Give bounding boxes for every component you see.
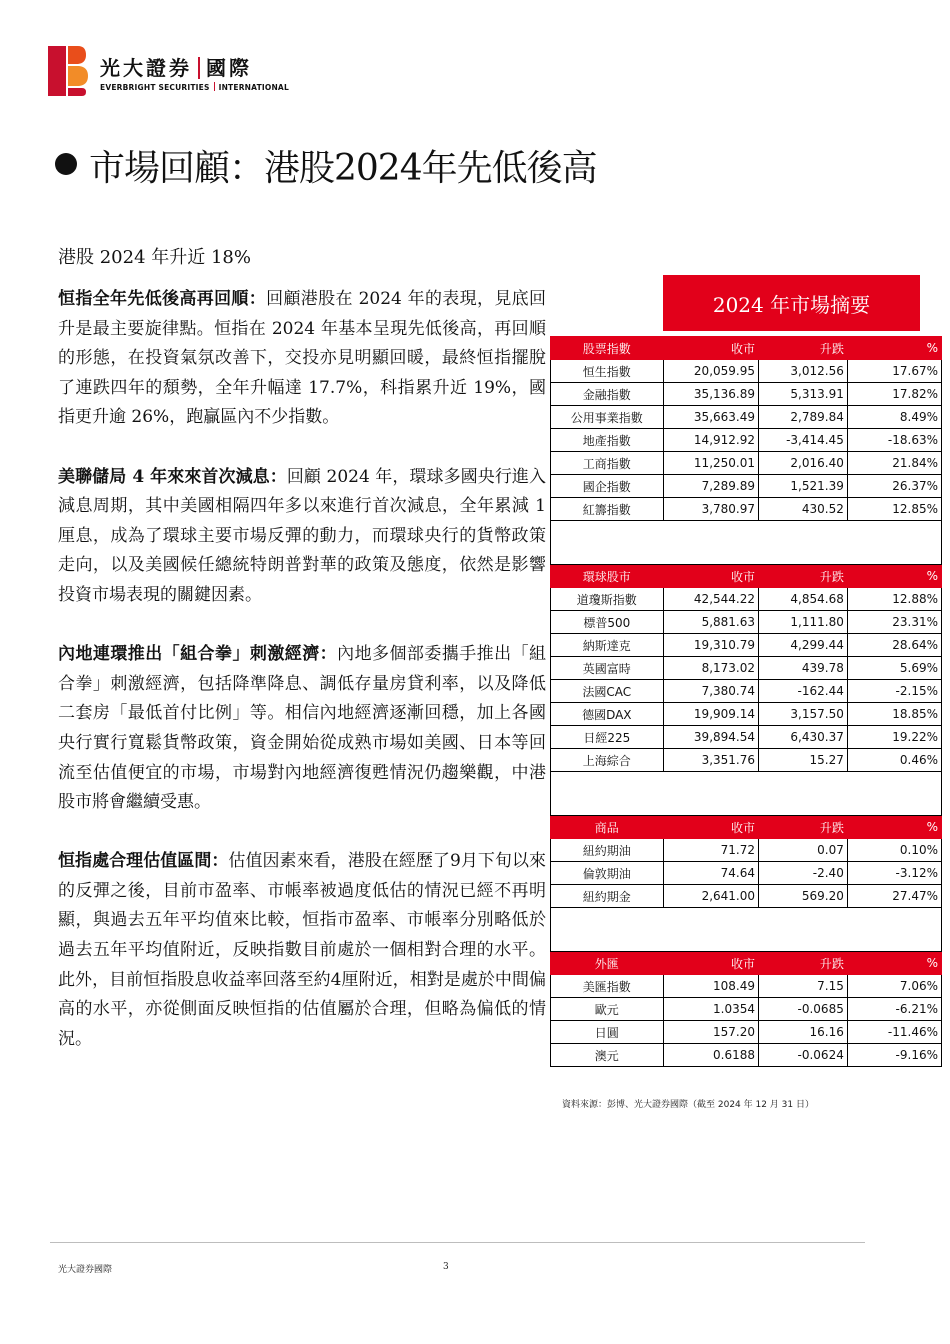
table-cell: -3,414.45: [759, 429, 848, 452]
table-row: [551, 998, 942, 1021]
bullet-icon: [55, 153, 77, 175]
table-cell: 27.47%: [847, 885, 941, 908]
table-header-cell: 股票指數: [551, 337, 664, 360]
table-cell: 0.46%: [847, 749, 941, 772]
table-row: [551, 703, 942, 726]
table-row: [551, 634, 942, 657]
table-cell: 澳元: [551, 1044, 664, 1067]
table-cell: -3.12%: [847, 862, 941, 885]
table-header-cell: 收市: [663, 565, 758, 588]
table-cell: 美匯指數: [551, 975, 664, 998]
paragraph: [58, 847, 546, 1054]
table-row: [551, 360, 942, 383]
table-row: [551, 839, 942, 862]
table-cell: 紐約期金: [551, 885, 664, 908]
table-cell: 倫敦期油: [551, 862, 664, 885]
table-cell: 7,289.89: [663, 475, 758, 498]
table-row: [551, 862, 942, 885]
table-cell: 4,299.44: [759, 634, 848, 657]
paragraph-text: 內地多個部委攜手推出「組合拳」刺激經濟，包括降準降息、調低存量房貸利率，以及降低二套房「最低首付比例」等。相信內地經濟逐漸回穩，加上各國央行實行寬鬆貨幣政策，資金開始從成熟市場如美國、日本等回流至估值便宜的市場，市場對內地經濟復甦情況仍趨樂觀，中港股市將會繼續受惠。: [58, 644, 547, 813]
table-row: [551, 429, 942, 452]
table-cell: 19,909.14: [663, 703, 758, 726]
table-header-cell: %: [847, 337, 941, 360]
table-spacer-row: [551, 772, 942, 816]
table-cell: 3,780.97: [663, 498, 758, 521]
table-cell: 17.82%: [847, 383, 941, 406]
logo-chinese-text: 光大證券 國際: [100, 56, 252, 80]
table-cell: 430.52: [759, 498, 848, 521]
body-text: [58, 285, 546, 1054]
table-cell: 2,016.40: [759, 452, 848, 475]
table-cell: 74.64: [663, 862, 758, 885]
table-cell: 28.64%: [847, 634, 941, 657]
paragraph-text: 估值因素來看，港股在經歷了9月下旬以來的反彈之後，目前市盈率、市帳率被過度低估的情況已經不再明顯，與過去五年平均值來比較，恒指市盈率、市帳率分別略低於過去五年平均值附近，反映指數目前處於一個相對合理的水平。此外，目前恒指股息收益率回落至約4厘附近，相對是處於中間偏高的水平，亦從側面反映恒指的估值屬於合理，但略為偏低的情況。: [58, 851, 546, 1049]
table-cell: -18.63%: [847, 429, 941, 452]
paragraph-text: 回顧 2024 年，環球多國央行進入減息周期，其中美國相隔四年多以來進行首次減息，全年累減 1 厘息，成為了環球主要市場反彈的動力，而環球央行的貨幣政策走向，以及美國候任總統特朗普對華的政策及態度，依然是影響投資市場表現的關鍵因素。: [58, 466, 546, 605]
table-cell: 19,310.79: [663, 634, 758, 657]
table-cell: 歐元: [551, 998, 664, 1021]
table-header-cell: %: [847, 952, 941, 975]
table-cell: 7.15: [759, 975, 848, 998]
table-cell: 21.84%: [847, 452, 941, 475]
paragraph-text: 回顧港股在 2024 年的表現，見底回升是最主要旋律點。恒指在 2024 年基本呈現先低後高，再回順的形態，在投資氣氛改善下，交投亦見明顯回暖，最終恒指擺脫了連跌四年的頹勢，全年升幅達 17.7%，科指累升近 19%，國指更升逾 26%，跑贏區內不少指數。: [58, 289, 546, 428]
table-header-cell: 升跌: [759, 565, 848, 588]
table-cell: 3,012.56: [759, 360, 848, 383]
table-cell: 0.07: [759, 839, 848, 862]
table-spacer-cell: [551, 908, 942, 952]
table-cell: 35,136.89: [663, 383, 758, 406]
table-cell: -9.16%: [847, 1044, 941, 1067]
table-header-cell: %: [847, 816, 941, 839]
table-cell: 3,157.50: [759, 703, 848, 726]
table-cell: 地產指數: [551, 429, 664, 452]
table-cell: 7.06%: [847, 975, 941, 998]
table-cell: -162.44: [759, 680, 848, 703]
table-cell: 國企指數: [551, 475, 664, 498]
table-cell: -0.0624: [759, 1044, 848, 1067]
table-cell: 道瓊斯指數: [551, 588, 664, 611]
paragraph: [58, 463, 546, 611]
table-row: [551, 1044, 942, 1067]
table-cell: 23.31%: [847, 611, 941, 634]
table-cell: 8.49%: [847, 406, 941, 429]
table-cell: 恒生指數: [551, 360, 664, 383]
table-cell: 工商指數: [551, 452, 664, 475]
footer-company: 光大證券國際: [58, 1265, 113, 1275]
table-cell: 14,912.92: [663, 429, 758, 452]
table-row: [551, 726, 942, 749]
paragraph-heading: 恒指處合理估值區間：: [58, 851, 229, 872]
table-row: [551, 498, 942, 521]
table-cell: 4,854.68: [759, 588, 848, 611]
table-cell: 英國富時: [551, 657, 664, 680]
table-cell: 金融指數: [551, 383, 664, 406]
table-row: [551, 885, 942, 908]
table-cell: 2,641.00: [663, 885, 758, 908]
table-header-cell: 收市: [663, 337, 758, 360]
table-header-cell: 商品: [551, 816, 664, 839]
table-cell: 0.10%: [847, 839, 941, 862]
table-header-cell: 外匯: [551, 952, 664, 975]
table-header-cell: 收市: [663, 816, 758, 839]
table-cell: 標普500: [551, 611, 664, 634]
table-cell: 1,111.80: [759, 611, 848, 634]
table-cell: 12.88%: [847, 588, 941, 611]
table-header-cell: 環球股市: [551, 565, 664, 588]
paragraph: [58, 640, 546, 818]
market-summary-table: [550, 336, 942, 1067]
table-cell: 439.78: [759, 657, 848, 680]
table-cell: 2,789.84: [759, 406, 848, 429]
table-row: [551, 975, 942, 998]
table-header-cell: 收市: [663, 952, 758, 975]
table-header-cell: 升跌: [759, 952, 848, 975]
table-cell: 19.22%: [847, 726, 941, 749]
table-header-row: [551, 952, 942, 975]
table-cell: 1,521.39: [759, 475, 848, 498]
table-cell: 1.0354: [663, 998, 758, 1021]
table-cell: -2.15%: [847, 680, 941, 703]
table-cell: 納斯達克: [551, 634, 664, 657]
table-cell: 20,059.95: [663, 360, 758, 383]
table-cell: 42,544.22: [663, 588, 758, 611]
table-cell: 5,313.91: [759, 383, 848, 406]
table-cell: -2.40: [759, 862, 848, 885]
footer-divider: [50, 1242, 865, 1243]
table-source-note: 資料來源：彭博、光大證券國際（截至 2024 年 12 月 31 日）: [562, 1100, 814, 1110]
table-cell: 3,351.76: [663, 749, 758, 772]
table-row: [551, 1021, 942, 1044]
company-logo: [48, 46, 348, 96]
table-row: [551, 406, 942, 429]
table-cell: 157.20: [663, 1021, 758, 1044]
table-cell: 15.27: [759, 749, 848, 772]
table-cell: 8,173.02: [663, 657, 758, 680]
table-cell: 紅籌指數: [551, 498, 664, 521]
table-cell: 日經225: [551, 726, 664, 749]
table-row: [551, 680, 942, 703]
table-header-row: [551, 337, 942, 360]
paragraph: [58, 285, 546, 433]
section-title: 市場回顧：港股2024年先低後高: [55, 140, 597, 191]
table-cell: 12.85%: [847, 498, 941, 521]
table-cell: 法國CAC: [551, 680, 664, 703]
table-header-row: [551, 565, 942, 588]
page-number: 3: [443, 1262, 449, 1272]
table-cell: 上海綜合: [551, 749, 664, 772]
table-cell: 5.69%: [847, 657, 941, 680]
table-header-row: [551, 816, 942, 839]
table-cell: 紐約期油: [551, 839, 664, 862]
table-row: [551, 611, 942, 634]
table-cell: 德國DAX: [551, 703, 664, 726]
everbright-logo-icon: [48, 46, 88, 96]
table-row: [551, 588, 942, 611]
table-header-cell: 升跌: [759, 337, 848, 360]
table-cell: 7,380.74: [663, 680, 758, 703]
table-cell: -6.21%: [847, 998, 941, 1021]
table-cell: 5,881.63: [663, 611, 758, 634]
table-cell: 日圓: [551, 1021, 664, 1044]
table-cell: 26.37%: [847, 475, 941, 498]
table-header-cell: 升跌: [759, 816, 848, 839]
table-cell: 17.67%: [847, 360, 941, 383]
table-cell: 11,250.01: [663, 452, 758, 475]
table-cell: 16.16: [759, 1021, 848, 1044]
market-summary-banner: 2024 年市場摘要: [663, 275, 920, 331]
table-spacer-cell: [551, 772, 942, 816]
table-row: [551, 749, 942, 772]
table-cell: -0.0685: [759, 998, 848, 1021]
table-cell: 108.49: [663, 975, 758, 998]
table-cell: 71.72: [663, 839, 758, 862]
table-cell: 569.20: [759, 885, 848, 908]
paragraph-heading: 恒指全年先低後高再回順：: [58, 289, 267, 309]
table-cell: 公用事業指數: [551, 406, 664, 429]
table-cell: 39,894.54: [663, 726, 758, 749]
paragraph-heading: 美聯儲局 4 年來來首次減息：: [58, 466, 287, 487]
table-cell: 6,430.37: [759, 726, 848, 749]
table-cell: 0.6188: [663, 1044, 758, 1067]
table-row: [551, 475, 942, 498]
logo-english-text: EVERBRIGHT SECURITIES INTERNATIONAL: [100, 83, 289, 92]
table-cell: -11.46%: [847, 1021, 941, 1044]
table-row: [551, 452, 942, 475]
table-spacer-cell: [551, 521, 942, 565]
table-cell: 35,663.49: [663, 406, 758, 429]
table-row: [551, 383, 942, 406]
table-header-cell: %: [847, 565, 941, 588]
table-spacer-row: [551, 521, 942, 565]
table-spacer-row: [551, 908, 942, 952]
table-cell: 18.85%: [847, 703, 941, 726]
paragraph-heading: 內地連環推出「組合拳」刺激經濟：: [58, 644, 338, 665]
table-row: [551, 657, 942, 680]
sub-title: 港股 2024 年升近 18%: [58, 247, 251, 268]
